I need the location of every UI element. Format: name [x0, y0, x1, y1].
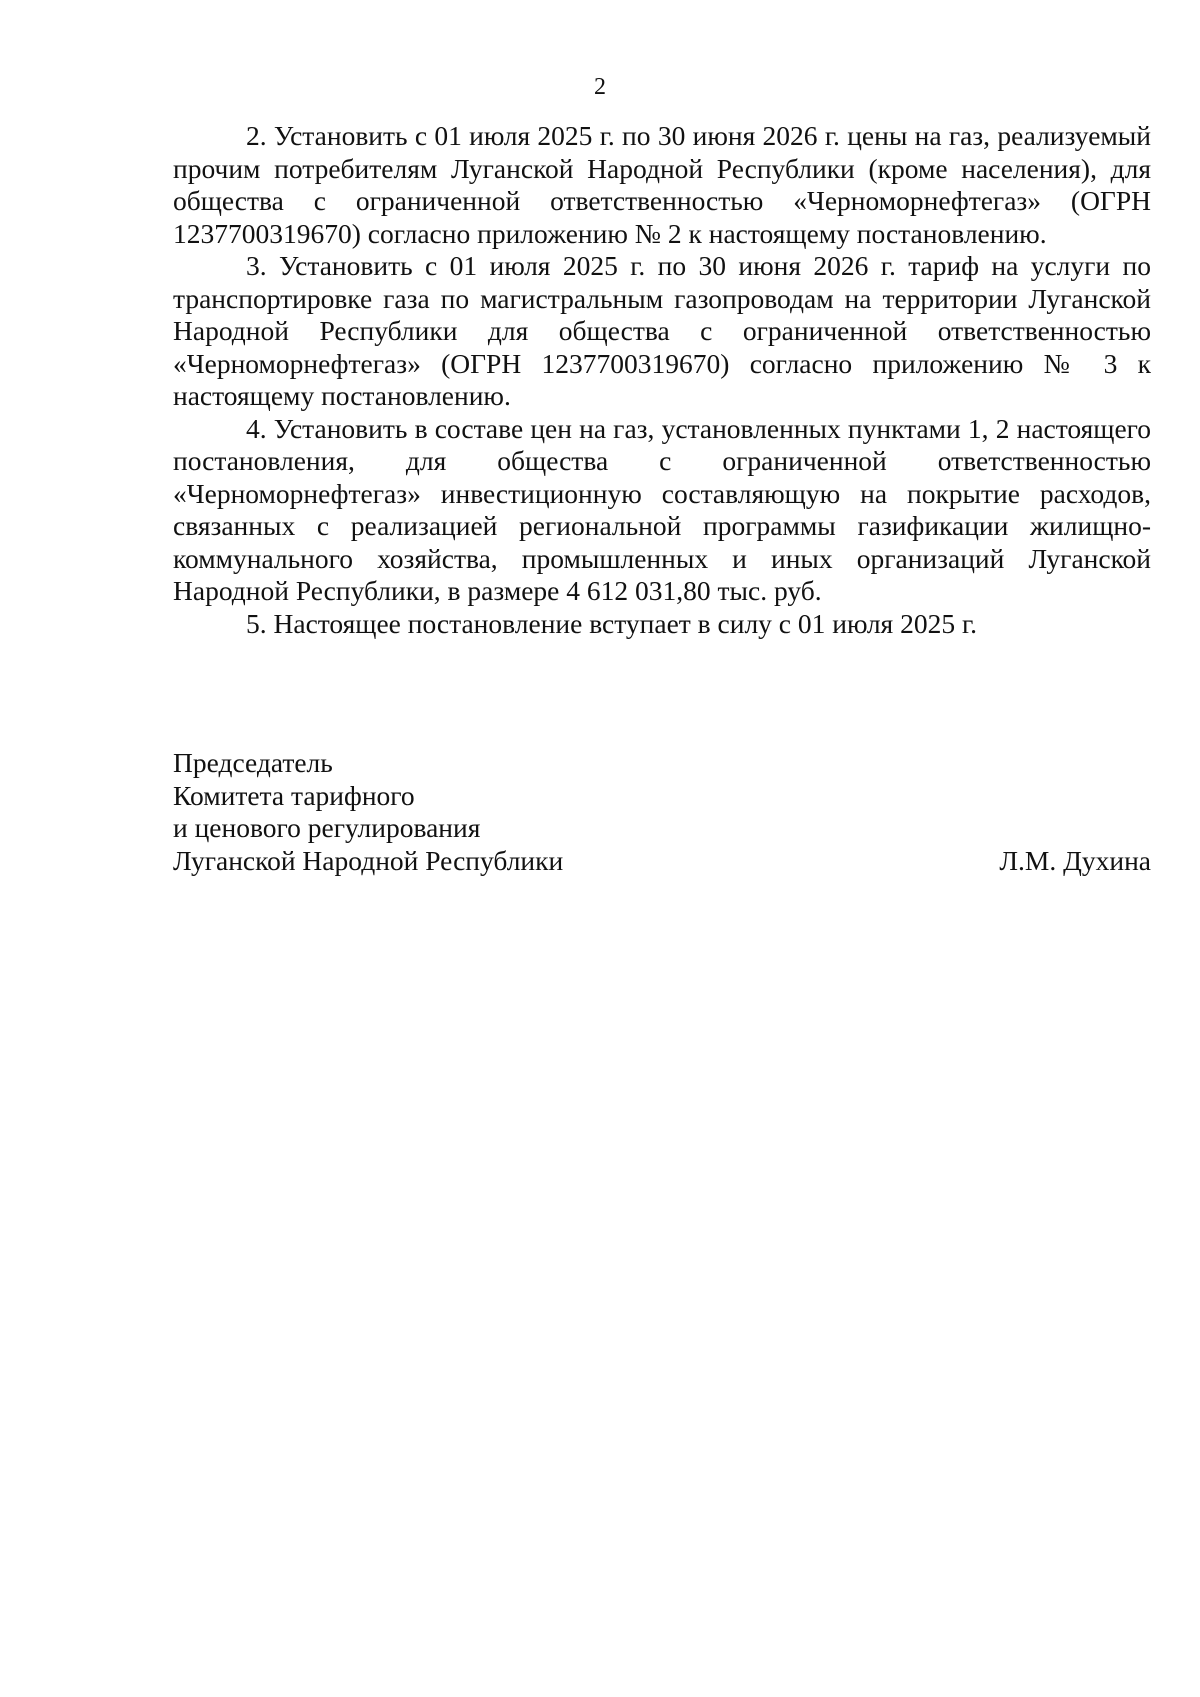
signature-block	[173, 747, 1151, 877]
signatory-title-line-4: Луганской Народной Республики	[173, 844, 564, 876]
signatory-title-line-1: Председатель	[173, 747, 333, 778]
paragraph-item-3: 3. Установить с 01 июля 2025 г. по 30 июня 2026 г. тариф на услуги по транспортировке газа по магистральным газопроводам на территории Луганской Народной Республики для общества с ограниченной ответственностью «Черноморнефтегаз» (ОГРН 1237700319670) согласно приложению № 3 к настоящему постановлению.	[173, 250, 1151, 411]
signatory-title-line-2: Комитета тарифного	[173, 779, 415, 811]
paragraph-item-2: 2. Установить с 01 июля 2025 г. по 30 июня 2026 г. цены на газ, реализуемый прочим потребителям Луганской Народной Республики (кроме населения), для общества с ограниченной ответственностью «Черноморнефтегаз» (ОГРН 1237700319670) согласно приложению № 2 к настоящему постановлению.	[173, 120, 1151, 249]
page-number: 2	[594, 74, 606, 100]
signatory-name: Л.М. Духина	[999, 844, 1151, 876]
paragraph-item-5: 5. Настоящее постановление вступает в силу с 01 июля 2025 г.	[246, 607, 978, 639]
signatory-title-line-3: и ценового регулирования	[173, 812, 481, 843]
paragraph-item-4: 4. Установить в составе цен на газ, установленных пунктами 1, 2 настоящего постановления, для общества с ограниченной ответственностью «Черноморнефтегаз» инвестиционную составляющую на покрытие расходов, связанных с реализацией региональной программы газификации жилищно-коммунального хозяйства, промышленных и иных организаций Луганской Народной Республики, в размере 4 612 031,80 тыс. руб.	[173, 412, 1151, 606]
document-body	[173, 120, 1151, 640]
